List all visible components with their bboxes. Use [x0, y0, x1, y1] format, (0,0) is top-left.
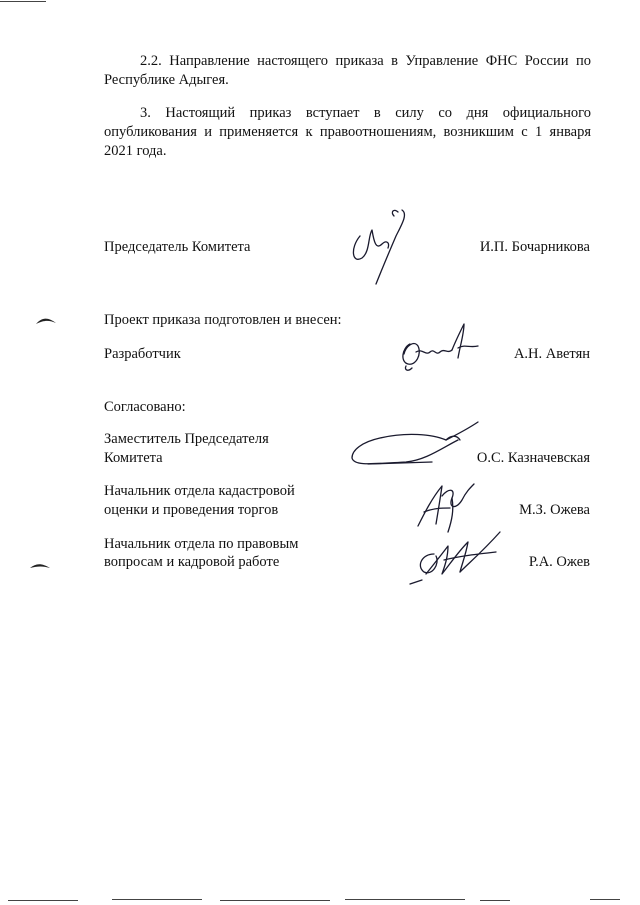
deputy-name: О.С. Казначевская	[476, 450, 590, 466]
deputy-title-line1: Заместитель Председателя	[104, 431, 269, 447]
deputy-title-line2: Комитета	[104, 450, 163, 466]
legal-head-title-line1: Начальник отдела по правовым	[104, 536, 299, 552]
developer-signature	[394, 318, 488, 376]
agreed-heading: Согласовано:	[104, 399, 186, 415]
cadastral-head-title-line1: Начальник отдела кадастровой	[104, 483, 295, 499]
scan-side-mark-lower	[30, 562, 50, 570]
scan-edge-line-bottom-5	[480, 900, 510, 901]
scan-edge-line-bottom-4	[345, 899, 465, 900]
scan-edge-line-top	[0, 1, 46, 2]
chairman-name: И.П. Бочарникова	[479, 239, 590, 255]
scan-side-mark-upper	[36, 317, 56, 325]
scan-edge-line-bottom-3	[220, 900, 330, 901]
paragraph-2-2: 2.2. Направление настоящего приказа в Управление ФНС России по Республике Адыгея.	[104, 53, 591, 88]
prepared-by-heading: Проект приказа подготовлен и внесен:	[104, 312, 342, 328]
scan-edge-line-bottom-1	[8, 900, 78, 901]
chairman-title: Председатель Комитета	[104, 239, 251, 255]
paragraph-3: 3. Настоящий приказ вступает в силу со дня официального опубликования и применяется к правоотношениям, возникшим с 1 января 2021 года.	[104, 105, 591, 159]
cadastral-head-title-line2: оценки и проведения торгов	[104, 502, 279, 518]
chairman-signature	[346, 206, 412, 288]
legal-head-title-line2: вопросам и кадровой работе	[104, 554, 280, 570]
deputy-signature	[346, 418, 482, 470]
scan-edge-line-bottom-2	[112, 899, 202, 900]
developer-name: А.Н. Аветян	[513, 346, 590, 362]
scan-edge-line-bottom-6	[590, 899, 620, 900]
cadastral-head-name: М.З. Ожева	[519, 502, 590, 518]
legal-head-signature	[404, 524, 504, 592]
developer-title: Разработчик	[104, 346, 181, 362]
legal-head-name: Р.А. Ожев	[528, 554, 590, 570]
